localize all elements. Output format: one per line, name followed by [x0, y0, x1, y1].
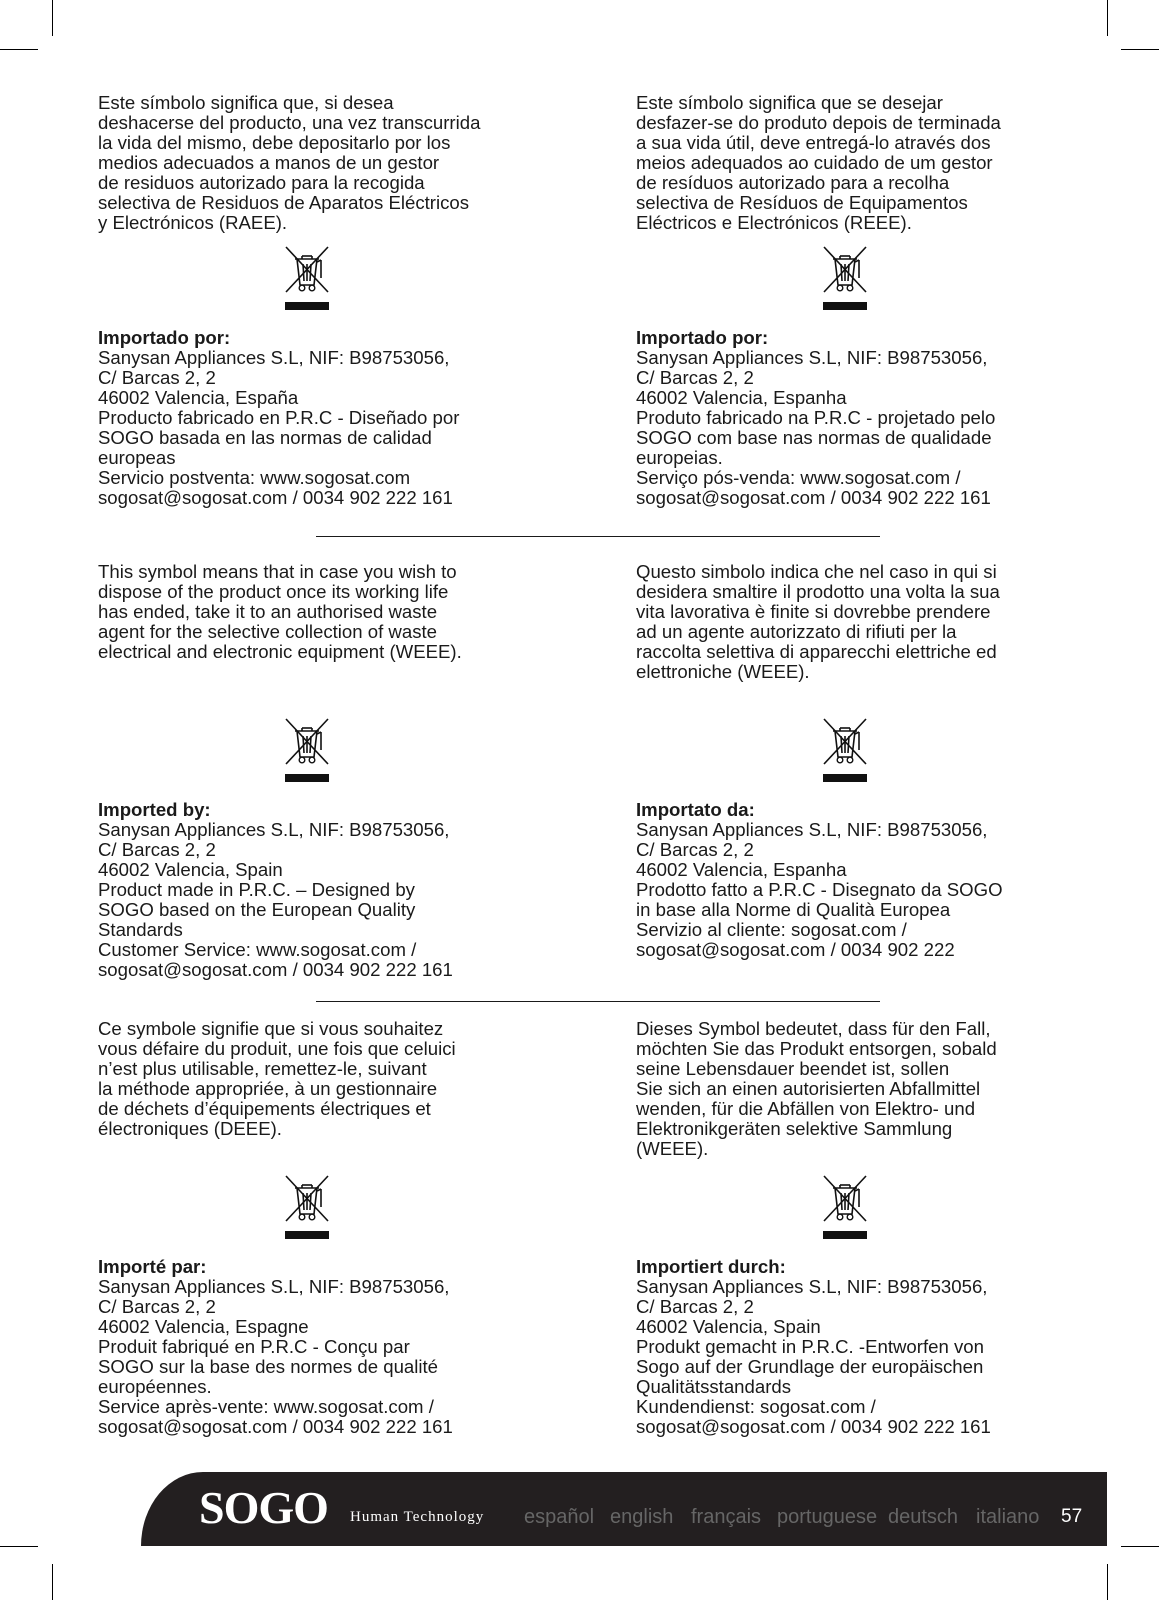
- section-de: [636, 1019, 1106, 1159]
- crop-mark: [52, 1564, 53, 1600]
- weee-bin-icon: [818, 1173, 872, 1239]
- crop-mark: [1121, 1546, 1159, 1547]
- importer-heading: Importado por:: [98, 327, 231, 348]
- importer-de: [636, 1257, 1106, 1437]
- divider: [316, 536, 880, 537]
- section-fr: [98, 1019, 568, 1139]
- weee-bin-icon: [818, 244, 872, 310]
- footer-bar: [141, 1472, 1107, 1546]
- page-number: 57: [1061, 1506, 1083, 1527]
- importer-fr: [98, 1257, 568, 1437]
- importer-heading: Imported by:: [98, 799, 211, 820]
- importer-heading: Importé par:: [98, 1256, 207, 1277]
- divider: [316, 1001, 880, 1002]
- importer-heading: Importado por:: [636, 327, 769, 348]
- brand-tagline: Human Technology: [350, 1509, 485, 1525]
- language-label: français: [691, 1506, 762, 1528]
- brand-logo: SOGO: [199, 1482, 328, 1533]
- disposal-text: Este símbolo significa que se desejar desfazer-se do produto depois de terminada a sua vida útil, deve entregá-lo através dos meios adequados ao cuidado de um gestor de resíduos autorizado para a recolha selectiva de Resíduos de Equipamentos Eléctricos e Electrónicos (REEE).: [636, 92, 1001, 233]
- section-en: [98, 562, 568, 662]
- importer-pt: [636, 328, 1106, 508]
- section-it: [636, 562, 1106, 682]
- importer-address: Sanysan Appliances S.L, NIF: B98753056, C/ Barcas 2, 2 46002 Valencia, Spain Produkt gemacht in P.R.C. -Entworfen von Sogo auf der Grundlage der europäischen Qualitätsstandards Kundendienst: sogosat.com / sogosat@sogosat.com / 0034 902 222 161: [636, 1276, 991, 1437]
- importer-es: [98, 328, 568, 508]
- language-label: english: [610, 1506, 674, 1528]
- weee-bin-icon: [280, 244, 334, 310]
- language-label: deutsch: [888, 1506, 959, 1528]
- crop-mark: [0, 1546, 38, 1547]
- importer-address: Sanysan Appliances S.L, NIF: B98753056, C/ Barcas 2, 2 46002 Valencia, España Producto fabricado en P.R.C - Diseñado por SOGO basada en las normas de calidad europeas Servicio postventa: www.sogosat.com sogosat@sogosat.com / 0034 902 222 161: [98, 347, 460, 508]
- crop-mark: [1107, 1564, 1108, 1600]
- importer-address: Sanysan Appliances S.L, NIF: B98753056, C/ Barcas 2, 2 46002 Valencia, Espanha Produto fabricado na P.R.C - projetado pelo SOGO com base nas normas de qualidade europeias. Serviço pós-venda: www.sogosat.com / sogosat@sogosat.com / 0034 902 222 161: [636, 347, 996, 508]
- importer-heading: Importato da:: [636, 799, 755, 820]
- crop-mark: [1107, 0, 1108, 36]
- weee-bin-icon: [818, 716, 872, 782]
- language-label: portuguese: [777, 1506, 878, 1528]
- weee-bin-icon: [280, 716, 334, 782]
- disposal-text: Dieses Symbol bedeutet, dass für den Fall, möchten Sie das Produkt entsorgen, sobald seine Lebensdauer beendet ist, sollen Sie sich an einen autorisierten Abfallmittel wenden, für die Abfällen von Elektro- und Elektronikgeräten selektive Sammlung (WEEE).: [636, 1018, 997, 1159]
- disposal-text: This symbol means that in case you wish to dispose of the product once its working life has ended, take it to an authorised waste agent for the selective collection of waste electrical and electronic equipment (WEEE).: [98, 561, 462, 662]
- importer-heading: Importiert durch:: [636, 1256, 786, 1277]
- section-pt: [636, 93, 1106, 233]
- weee-bin-icon: [280, 1173, 334, 1239]
- crop-mark: [0, 49, 38, 50]
- importer-address: Sanysan Appliances S.L, NIF: B98753056, C/ Barcas 2, 2 46002 Valencia, Spain Product made in P.R.C. – Designed by SOGO based on the European Quality Standards Customer Service: www.sogosat.com / sogosat@sogosat.com / 0034 902 222 161: [98, 819, 453, 980]
- importer-address: Sanysan Appliances S.L, NIF: B98753056, C/ Barcas 2, 2 46002 Valencia, Espanha Prodotto fatto a P.R.C - Disegnato da SOGO in base alla Norme di Qualità Europea Servizio al cliente: sogosat.com / sogosat@sogosat.com / 0034 902 222: [636, 819, 1003, 960]
- importer-address: Sanysan Appliances S.L, NIF: B98753056, C/ Barcas 2, 2 46002 Valencia, Espagne Produit fabriqué en P.R.C - Conçu par SOGO sur la base des normes de qualité européennes. Service après-vente: www.sogosat.com / sogosat@sogosat.com / 0034 902 222 161: [98, 1276, 453, 1437]
- crop-mark: [52, 0, 53, 36]
- importer-it: [636, 800, 1106, 960]
- disposal-text: Questo simbolo indica che nel caso in qui si desidera smaltire il prodotto una volta la sua vita lavorativa è finite si dovrebbe prendere ad un agente autorizzato di rifiuti per la raccolta selettiva di apparecchi elettriche ed elettroniche (WEEE).: [636, 561, 1000, 682]
- crop-mark: [1121, 49, 1159, 50]
- disposal-text: Ce symbole signifie que si vous souhaitez vous défaire du produit, une fois que celuici n’est plus utilisable, remettez-le, suivant la méthode appropriée, à un gestionnaire de déchets d’équipements électriques et électroniques (DEEE).: [98, 1018, 456, 1139]
- importer-en: [98, 800, 568, 980]
- language-label: italiano: [976, 1506, 1040, 1528]
- disposal-text: Este símbolo significa que, si desea deshacerse del producto, una vez transcurrida la vida del mismo, debe depositarlo por los medios adecuados a manos de un gestor de residuos autorizado para la recogida selectiva de Residuos de Aparatos Eléctricos y Electrónicos (RAEE).: [98, 92, 481, 233]
- section-es: [98, 93, 568, 233]
- language-label: español: [524, 1506, 595, 1528]
